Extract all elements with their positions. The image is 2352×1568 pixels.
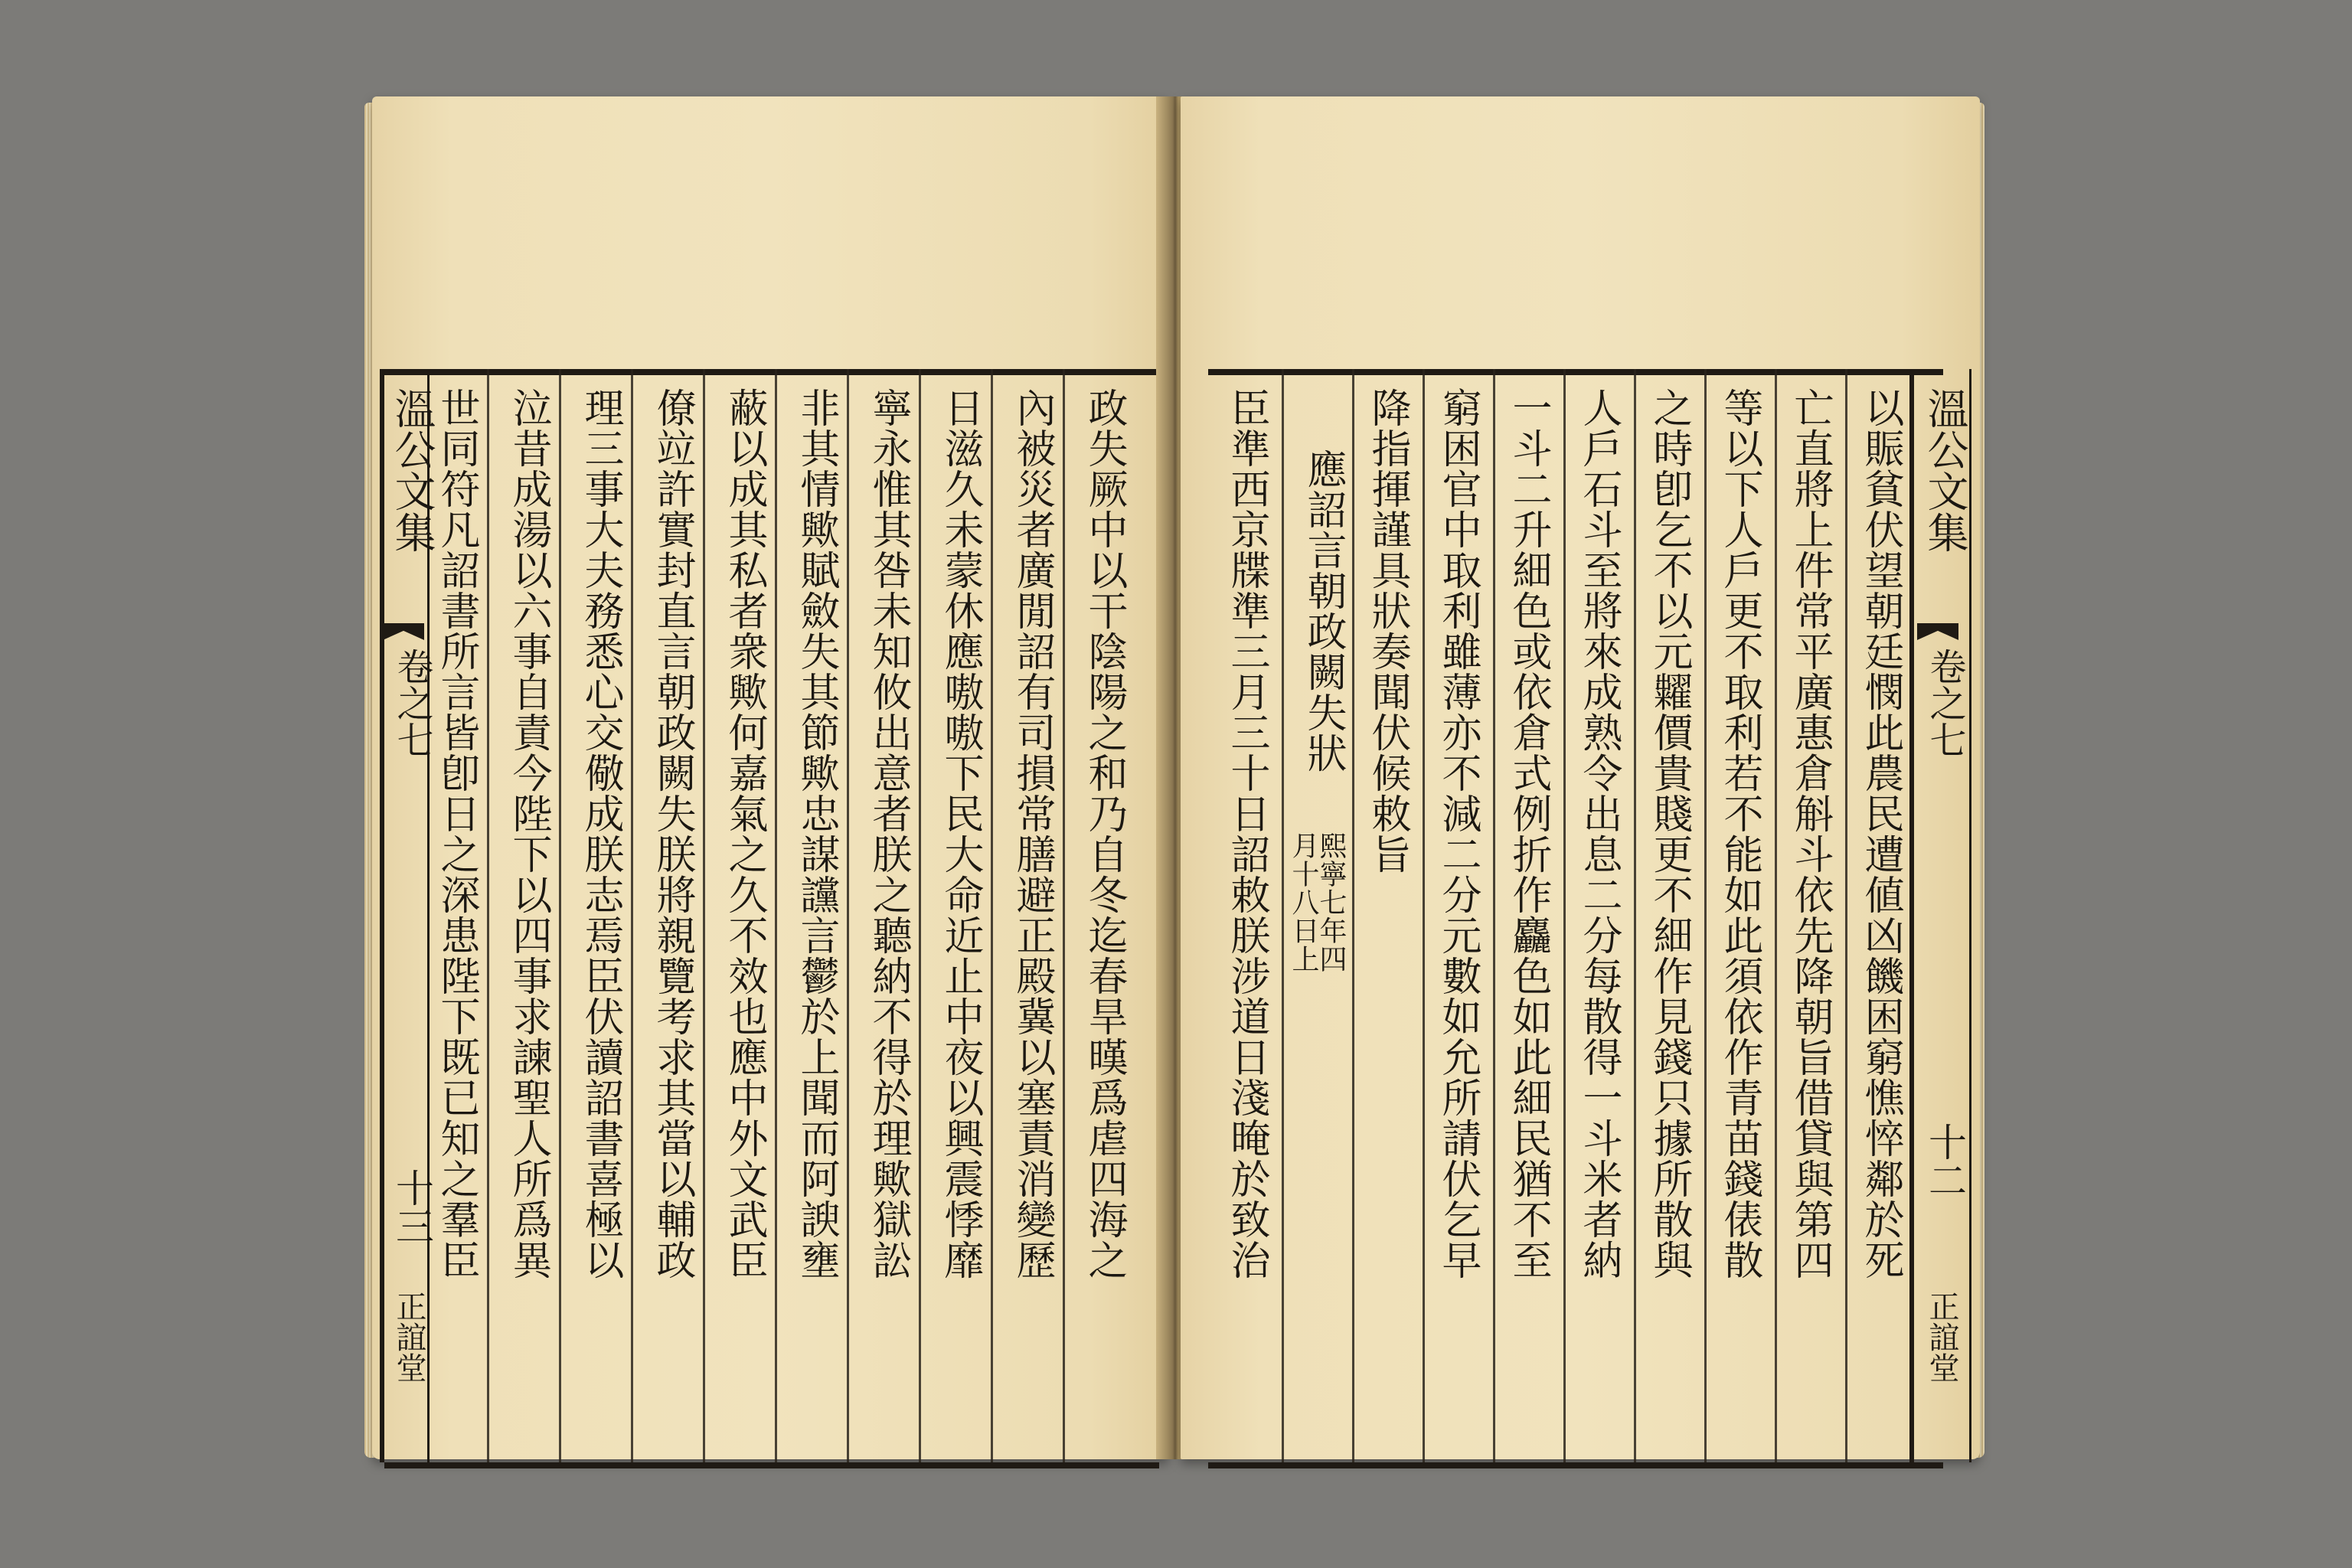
column-rule xyxy=(1282,369,1284,1462)
left-page xyxy=(372,96,1168,1459)
left-margin-hall: 正誼堂 xyxy=(391,1291,426,1383)
text-column: 日滋久未蒙休應嗷嗷下民大命近止中夜以興震悸靡 xyxy=(937,387,983,1280)
text-column: 一斗二升細色或依倉式例折作麤色如此細民猶不至 xyxy=(1505,387,1551,1280)
text-column: 寧永惟其咎未知攸出意者朕之聽納不得於理歟獄訟 xyxy=(865,387,911,1280)
column-rule xyxy=(991,369,993,1462)
text-column: 非其情歟賦斂失其節歟忠謀讜言鬱於上聞而阿諛壅 xyxy=(793,387,839,1280)
text-column: 僚竝許實封直言朝政闕失朕將親覽考求其當以輔政 xyxy=(649,387,695,1280)
section-heading: 應詔言朝政闕失狀 xyxy=(1300,449,1346,773)
open-book xyxy=(372,96,1980,1459)
heading-note-line: 月十八日上 xyxy=(1288,831,1319,973)
column-rule xyxy=(1563,369,1566,1462)
right-margin-page-number: 十二 xyxy=(1922,1122,1967,1199)
column-rule xyxy=(1352,369,1354,1462)
text-column: 降指揮謹具狀奏聞伏候敕旨 xyxy=(1364,387,1410,874)
text-column: 之時卽乞不以元糶價貴賤更不細作見錢只據所散與 xyxy=(1646,387,1692,1280)
text-column: 政失厥中以干陰陽之和乃自冬迄春旱暵爲虐四海之 xyxy=(1081,387,1127,1280)
text-column: 臣準西京牒準三月三十日詔敕朕涉道日淺晻於致治 xyxy=(1223,387,1269,1280)
text-column: 人戶石斗至將來成熟令出息二分每散得一斗米者納 xyxy=(1576,387,1622,1280)
text-column: 泣昔成湯以六事自責今陛下以四事求諫聖人所爲異 xyxy=(505,387,551,1280)
text-column: 以賑貧伏望朝廷憫此農民遭値凶饑困窮憔悴鄰於死 xyxy=(1857,387,1903,1280)
column-rule xyxy=(1423,369,1425,1462)
left-margin-title: 溫公文集 xyxy=(388,387,436,553)
text-column: 窮困官中取利雖薄亦不減二分元數如允所請伏乞早 xyxy=(1435,387,1481,1280)
text-column: 亡直將上件常平廣惠倉斛斗依先降朝旨借貸與第四 xyxy=(1787,387,1833,1280)
column-rule xyxy=(631,369,633,1462)
column-rule xyxy=(1704,369,1707,1462)
heading-note-line: 熙寧七年四 xyxy=(1315,831,1347,973)
left-margin-page-number: 十三 xyxy=(390,1168,434,1245)
column-rule xyxy=(1493,369,1495,1462)
right-margin-hall: 正誼堂 xyxy=(1924,1291,1959,1383)
column-rule xyxy=(1845,369,1847,1462)
column-rule xyxy=(487,369,489,1462)
column-rule xyxy=(919,369,921,1462)
text-column: 蔽以成其私者衆歟何嘉氣之久不效也應中外文武臣 xyxy=(721,387,767,1280)
column-rule xyxy=(847,369,849,1462)
column-rule xyxy=(559,369,561,1462)
text-column: 理三事大夫務悉心交儆成朕志焉臣伏讀詔書喜極以 xyxy=(577,387,623,1280)
column-rule xyxy=(1634,369,1636,1462)
right-margin-volume: 卷之七 xyxy=(1923,648,1966,758)
column-rule xyxy=(1775,369,1777,1462)
left-margin-volume: 卷之七 xyxy=(390,648,433,758)
column-rule xyxy=(775,369,777,1462)
right-page xyxy=(1181,96,1980,1459)
text-column: 等以下人戶更不取利若不能如此須依作青苗錢俵散 xyxy=(1717,387,1762,1280)
text-column: 世同符凡詔書所言皆卽日之深患陛下既已知之羣臣 xyxy=(433,387,479,1280)
right-margin-title: 溫公文集 xyxy=(1921,387,1969,553)
column-rule xyxy=(1063,369,1065,1462)
column-rule xyxy=(703,369,705,1462)
text-column: 內被災者廣閒詔有司損常膳避正殿冀以塞責消變歷 xyxy=(1009,387,1055,1280)
